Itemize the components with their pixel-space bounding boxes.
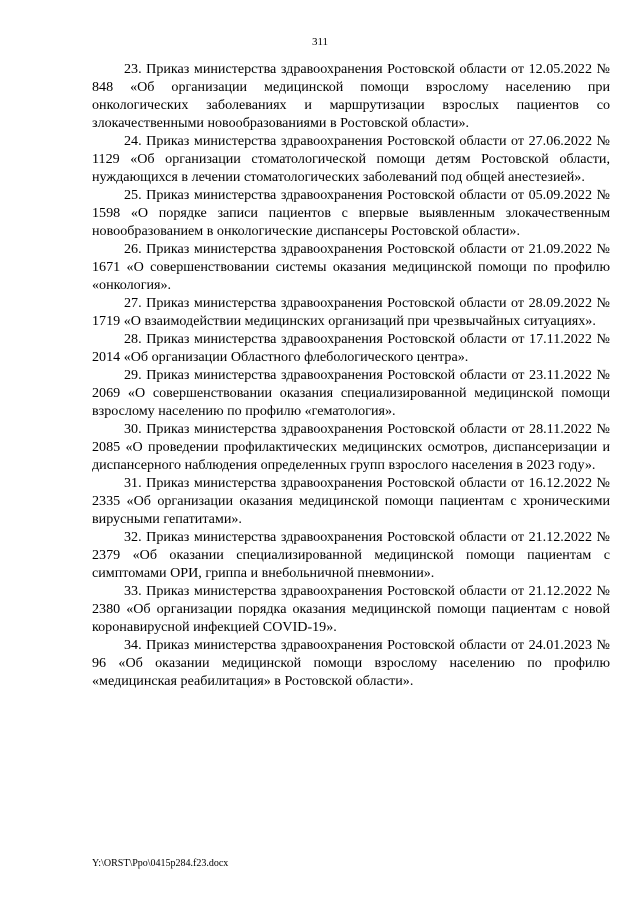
list-item: 32. Приказ министерства здравоохранения Ростовской области от 21.12.2022 № 2379 «Об оказании специализированной медицинской помощи пациентам с симптомами ОРИ, гриппа и внебольничной пневмонии». [92,529,610,581]
list-item: 23. Приказ министерства здравоохранения Ростовской области от 12.05.2022 № 848 «Об организации медицинской помощи взрослому населению при онкологических заболеваниях и маршрутизации взрослых пациентов со злокачественными новообразованиями в Ростовской области». [92,61,610,131]
list-item: 34. Приказ министерства здравоохранения Ростовской области от 24.01.2023 № 96 «Об оказании медицинской помощи взрослому населению по профилю «медицинская реабилитация» в Ростовской области». [92,637,610,689]
file-path-footer: Y:\ORST\Ppo\0415p284.f23.docx [92,858,229,869]
list-item: 27. Приказ министерства здравоохранения Ростовской области от 28.09.2022 № 1719 «О взаимодействии медицинских организаций при чрезвычайных ситуациях». [92,295,610,329]
page-number: 311 [311,36,329,48]
list-item: 24. Приказ министерства здравоохранения Ростовской области от 27.06.2022 № 1129 «Об организации стоматологической помощи детям Ростовской области, нуждающихся в лечении стоматологических заболеваний под общей анестезией». [92,133,610,185]
list-item: 28. Приказ министерства здравоохранения Ростовской области от 17.11.2022 № 2014 «Об организации Областного флебологического центра». [92,331,610,365]
list-item: 26. Приказ министерства здравоохранения Ростовской области от 21.09.2022 № 1671 «О совершенствовании системы оказания медицинской помощи по профилю «онкология». [92,241,610,293]
list-item: 30. Приказ министерства здравоохранения Ростовской области от 28.11.2022 № 2085 «О проведении профилактических медицинских осмотров, диспансеризации и диспансерного наблюдения определенных групп взрослого населения в 2023 году». [92,421,610,473]
list-item: 29. Приказ министерства здравоохранения Ростовской области от 23.11.2022 № 2069 «О совершенствовании оказания специализированной медицинской помощи взрослому населению по профилю «гематология». [92,367,610,419]
list-item: 33. Приказ министерства здравоохранения Ростовской области от 21.12.2022 № 2380 «Об организации порядка оказания медицинской помощи пациентам с новой коронавирусной инфекцией COVID-19». [92,583,610,635]
list-item: 31. Приказ министерства здравоохранения Ростовской области от 16.12.2022 № 2335 «Об организации оказания медицинской помощи пациентам с хроническими вирусными гепатитами». [92,475,610,527]
document-body [92,60,610,690]
list-item: 25. Приказ министерства здравоохранения Ростовской области от 05.09.2022 № 1598 «О порядке записи пациентов с впервые выявленным злокачественным новообразованием в онкологические диспансеры Ростовской области». [92,187,610,239]
